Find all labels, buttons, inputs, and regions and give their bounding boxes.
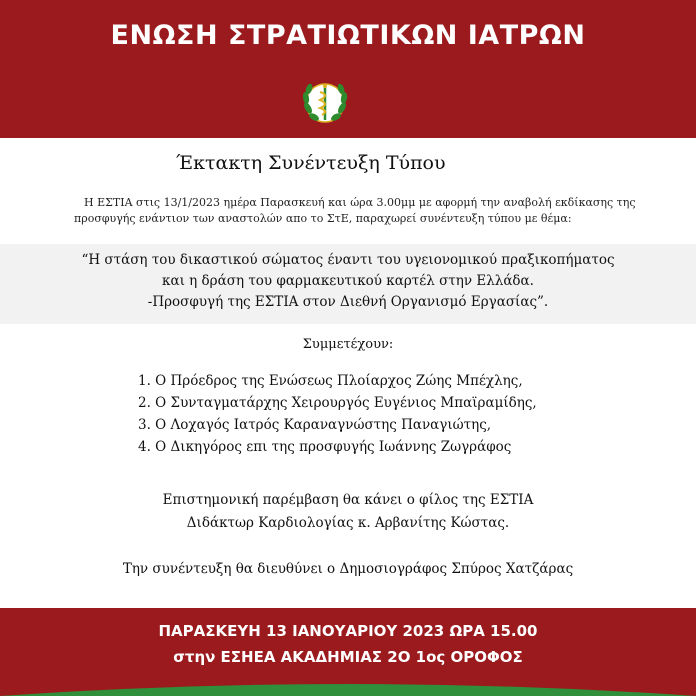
intro-line-1: Η ΕΣΤΙΑ στις 13/1/2023 ημέρα Παρασκευή και ώρα 3.00μμ με αφορμή την αναβολή εκδίκασης της xyxy=(84,196,636,209)
rod-of-asclepius-laurel-icon xyxy=(298,78,352,128)
press-conference-title: Έκτακτη Συνέντευξη Τύπου xyxy=(176,152,446,174)
quote-line-2: και η δράση του φαρμακευτικού καρτέλ στην Ελλάδα. xyxy=(162,273,534,289)
header-banner xyxy=(0,0,696,138)
moderator-line: Την συνέντευξη θα διευθύνει ο Δημοσιογράφος Σπύρος Χατζάρας xyxy=(122,561,574,577)
scientific-intervention xyxy=(0,489,696,535)
intervention-line-1: Επιστημονική παρέμβαση θα κάνει ο φίλος της ΕΣΤΙΑ xyxy=(162,492,534,508)
intro-line-2: προσφυγής ενάντιον των αναστολών απο το ΣτΕ, παραχωρεί συνέντευξη τύπου με θέμα: xyxy=(74,212,572,225)
event-location: στην ΕΣΗΕΑ ΑΚΑΔΗΜΙΑΣ 2Ο 1ος ΟΡΟΦΟΣ xyxy=(173,648,523,666)
organization-title: ΕΝΩΣΗ ΣΤΡΑΤΙΩΤΙΚΩΝ ΙΑΤΡΩΝ xyxy=(110,20,586,51)
footer-banner xyxy=(0,608,696,696)
event-date-time: ΠΑΡΑΣΚΕΥΗ 13 ΙΑΝΟΥΑΡΙΟΥ 2023 ΩΡΑ 15.00 xyxy=(158,622,538,640)
participants-list xyxy=(138,370,658,458)
participants-heading: Συμμετέχουν: xyxy=(302,337,394,352)
intro-paragraph xyxy=(74,195,674,227)
list-item: 3. Ο Λοχαγός Ιατρός Καραναγνώστης Παναγιώτης, xyxy=(138,417,492,433)
list-item: 4. Ο Δικηγόρος επι της προσφυγής Ιωάννης Ζωγράφος xyxy=(138,439,512,455)
quote-line-3: -Προσφυγή της ΕΣΤΙΑ στον Διεθνή Οργανισμό Εργασίας”. xyxy=(147,294,549,310)
list-item: 1. Ο Πρόεδρος της Ενώσεως Πλοίαρχος Ζώης Μπέχλης, xyxy=(138,373,523,389)
topic-quote xyxy=(0,250,696,313)
intervention-line-2: Διδάκτωρ Καρδιολογίας κ. Αρβανίτης Κώστας. xyxy=(186,515,510,531)
quote-line-1: “Η στάση του δικαστικού σώματος έναντι του υγειονομικού πραξικοπήματος xyxy=(81,252,615,268)
green-arc-decoration xyxy=(0,680,696,696)
list-item: 2. Ο Συνταγματάρχης Χειρουργός Ευγένιος Μπαϊραμίδης, xyxy=(138,395,537,411)
